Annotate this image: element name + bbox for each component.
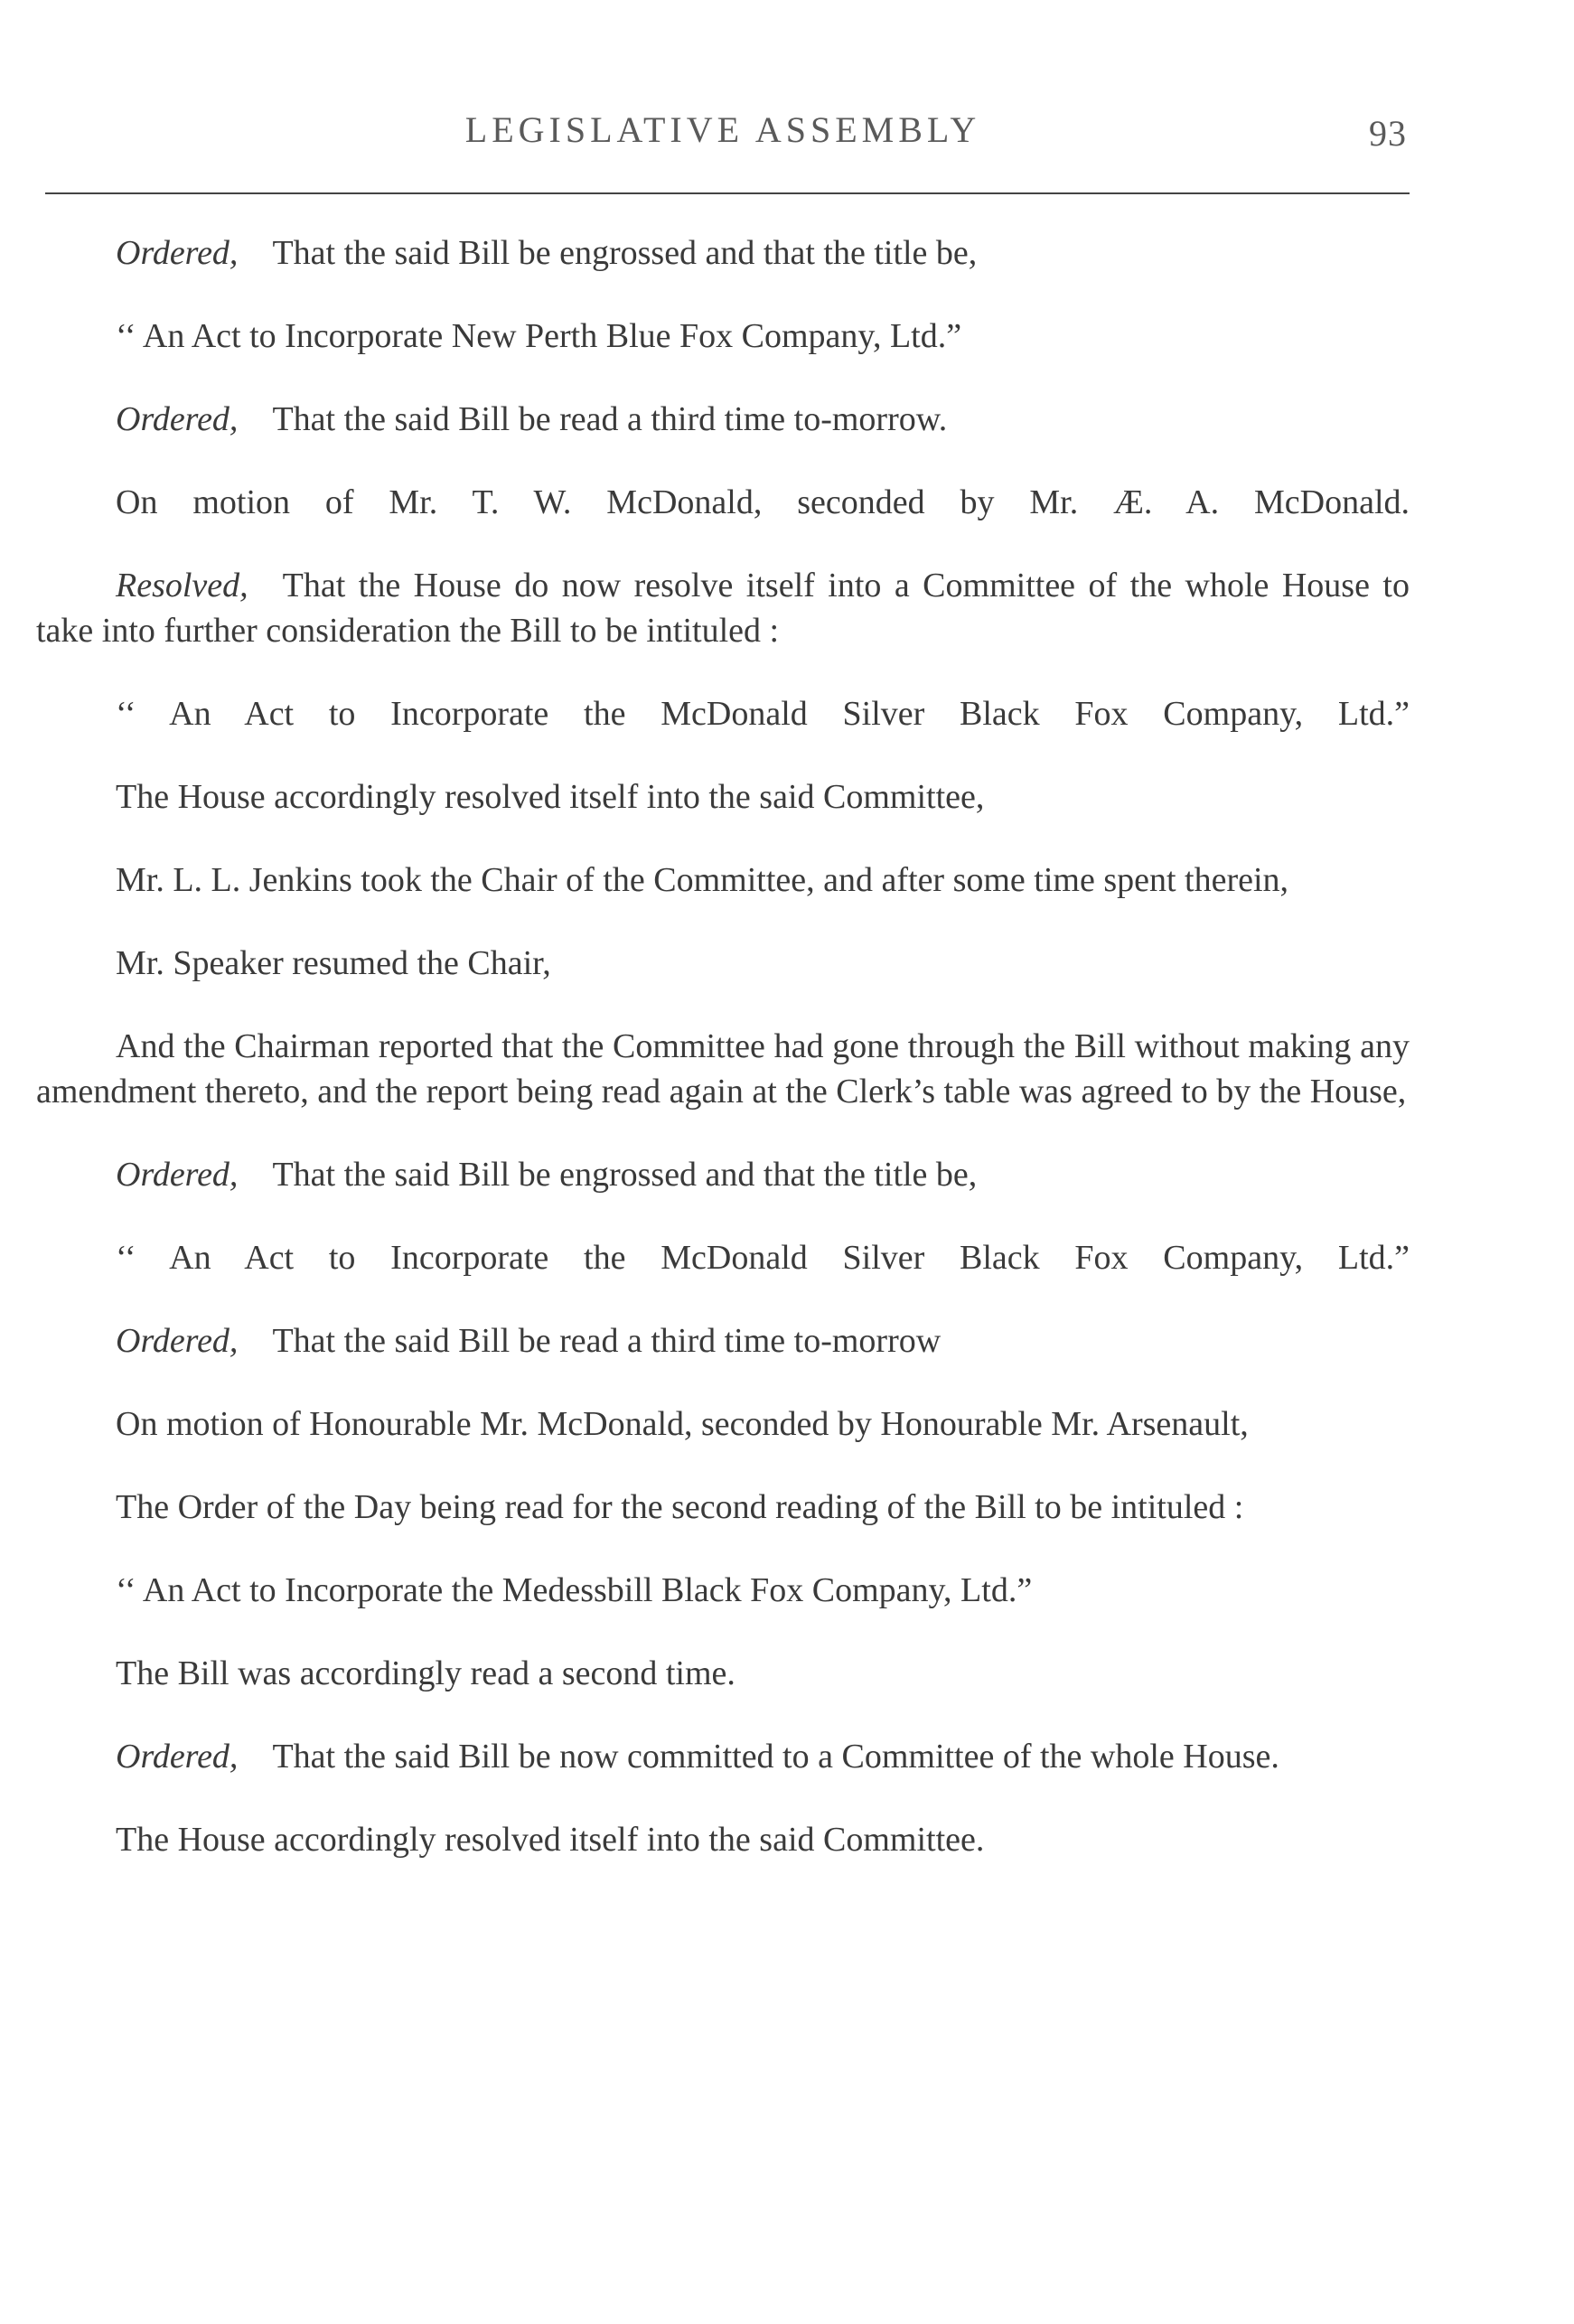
paragraph [36,1734,1410,1779]
paragraph-text: ‘‘ An Act to Incorporate New Perth Blue Fox Company, Ltd.” [116,317,962,355]
page-number: 93 [1369,113,1407,154]
paragraph-text: ‘‘ An Act to Incorporate the McDonald Silver Black Fox Company, Ltd.” [116,1239,1410,1277]
paragraph [36,1235,1410,1280]
paragraph-label: Resolved, [116,567,248,604]
paragraph-label: Ordered, [116,234,239,272]
paragraph-text: That the said Bill be read a third time to-morrow [272,1322,942,1360]
paragraph [36,314,1410,359]
paragraph [36,230,1410,276]
paragraph-text: The Bill was accordingly read a second time. [116,1654,735,1692]
paragraph [36,563,1410,653]
paragraph [36,397,1410,442]
paragraph-label: Ordered, [116,1322,239,1360]
paragraph-text: That the said Bill be engrossed and that the title be, [272,1156,978,1194]
paragraph-text: That the said Bill be engrossed and that the title be, [272,234,978,272]
paragraph-label: Ordered, [116,1738,239,1776]
paragraph [36,774,1410,820]
paragraph-text: ‘‘ An Act to Incorporate the Medessbill Black Fox Company, Ltd.” [116,1571,1033,1609]
paragraph-text: Mr. Speaker resumed the Chair, [116,944,551,982]
paragraph-text: The House accordingly resolved itself into the said Committee. [116,1821,985,1859]
paragraph-text: That the said Bill be now committed to a Committee of the whole House. [272,1738,1279,1776]
paragraph-text: That the said Bill be read a third time to-morrow. [272,400,948,438]
paragraph [36,1024,1410,1114]
paragraph [36,1401,1410,1447]
body-text [36,230,1410,1862]
paragraph [36,1485,1410,1530]
paragraph-text: ‘‘ An Act to Incorporate the McDonald Silver Black Fox Company, Ltd.” [116,695,1410,733]
paragraph-text: Mr. L. L. Jenkins took the Chair of the Committee, and after some time spent therein, [116,861,1289,899]
paragraph-text: On motion of Mr. T. W. McDonald, seconded by Mr. Æ. A. McDonald. [116,483,1410,521]
paragraph [36,941,1410,986]
paragraph [36,1152,1410,1197]
paragraph [36,1651,1410,1696]
running-title: LEGISLATIVE ASSEMBLY [464,109,981,150]
paragraph-label: Ordered, [116,1156,239,1194]
paragraph-text: And the Chairman reported that the Committee had gone through the Bill without making any amendment thereto, and the report being read again at the Clerk’s table was agreed to by the House, [36,1027,1410,1110]
paragraph-label: Ordered, [116,400,239,438]
paragraph-text: The Order of the Day being read for the second reading of the Bill to be intituled : [116,1488,1244,1526]
header-rule [45,192,1410,194]
paragraph [36,857,1410,903]
paragraph [36,1817,1410,1862]
paragraph [36,691,1410,736]
paragraph [36,1568,1410,1613]
paragraph [36,1318,1410,1363]
paragraph [36,480,1410,525]
paragraph-text: That the House do now resolve itself into a Committee of the whole House to take into further consideration the Bill to be intituled : [36,567,1410,650]
paragraph-text: The House accordingly resolved itself into the said Committee, [116,778,985,816]
paragraph-text: On motion of Honourable Mr. McDonald, seconded by Honourable Mr. Arsenault, [116,1405,1249,1443]
